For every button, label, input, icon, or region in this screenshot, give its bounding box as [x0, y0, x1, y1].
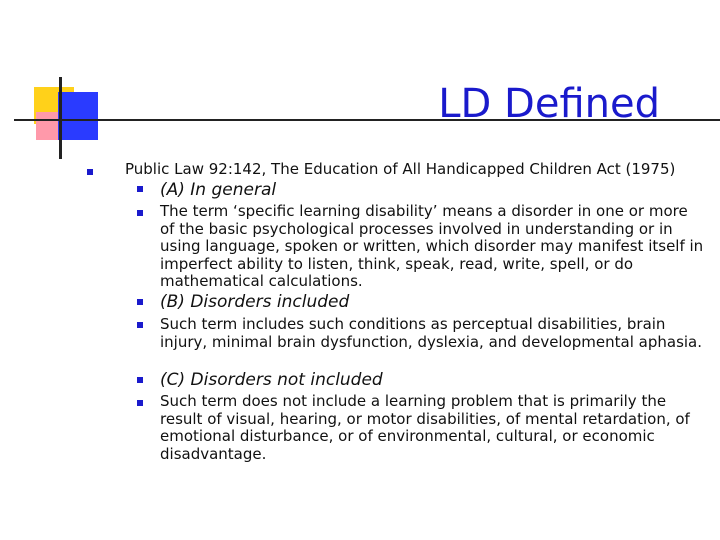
decor-blue-square [58, 92, 98, 140]
list-item-a-definition: The term ‘specific learning disability’ means a disorder in one or more of the basic psychological processes involved in understanding or in using language, spoken or written, which disorder may manifest itself in imperfect ability to listen, think, speak, read, write, spell, or do mathematical calculations. [160, 202, 704, 290]
bullet-icon [137, 186, 143, 192]
bullet-icon [137, 322, 143, 328]
bullet-icon [87, 169, 93, 175]
list-item-c-definition: Such term does not include a learning problem that is primarily the result of visual, hearing, or motor disabilities, of mental retardation, of emotional disturbance, or of environmental, cultural, or economic disadvantage. [160, 392, 690, 463]
main-bullet-text: Public Law 92:142, The Education of All Handicapped Children Act (1975) [125, 160, 676, 178]
bullet-icon [137, 377, 143, 383]
bullet-icon [137, 400, 143, 406]
list-item-b-heading: (B) Disorders included [160, 292, 350, 312]
bullet-icon [137, 299, 143, 305]
slide-title: LD Defined [438, 81, 660, 127]
decor-vertical-line [59, 77, 62, 159]
bullet-icon [137, 210, 143, 216]
list-item-c-heading: (C) Disorders not included [160, 370, 383, 390]
list-item-b-definition: Such term includes such conditions as perceptual disabilities, brain injury, minimal brain dysfunction, dyslexia, and developmental aphasia. [160, 315, 703, 351]
list-item-a-heading: (A) In general [160, 180, 277, 200]
